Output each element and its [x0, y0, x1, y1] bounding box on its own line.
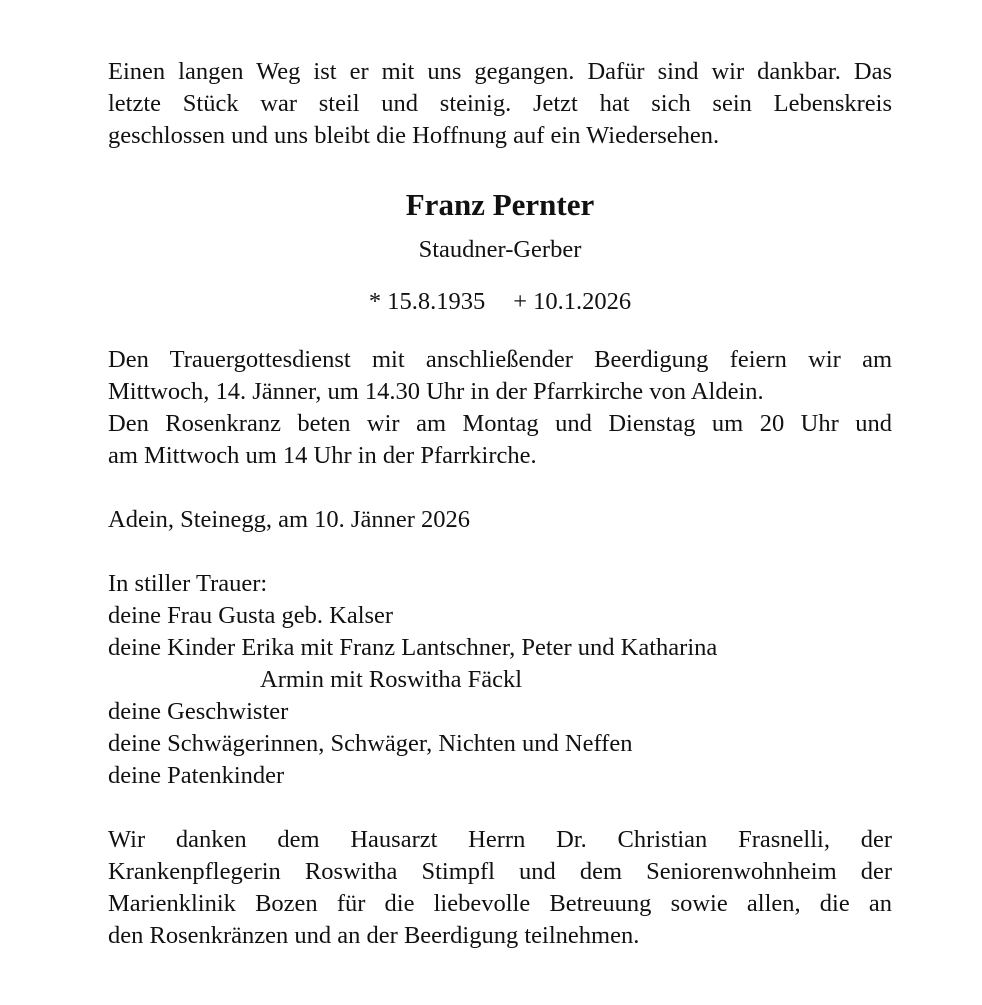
service-line: am Mittwoch um 14 Uhr in der Pfarrkirche. — [108, 442, 537, 469]
intro-paragraph — [108, 56, 892, 152]
thanks-line: Marienklinik Bozen für die liebevolle Betreuung sowie allen, die an — [108, 890, 892, 917]
place-and-date: Adein, Steinegg, am 10. Jänner 2026 — [108, 506, 470, 533]
death-date: + 10.1.2026 — [513, 288, 632, 315]
service-paragraph — [108, 344, 892, 472]
thanks-line: den Rosenkränzen und an der Beerdigung teilnehmen. — [108, 922, 640, 949]
mourner-line: deine Frau Gusta geb. Kalser — [108, 602, 394, 629]
mourner-line: deine Patenkinder — [108, 762, 285, 789]
mourners-list — [108, 568, 892, 792]
house-name: Staudner-Gerber — [418, 236, 582, 263]
mourner-line: deine Schwägerinnen, Schwäger, Nichten und Neffen — [108, 730, 633, 757]
intro-line: letzte Stück war steil und steinig. Jetzt hat sich sein Lebenskreis — [108, 90, 892, 117]
service-line: Mittwoch, 14. Jänner, um 14.30 Uhr in der Pfarrkirche von Aldein. — [108, 378, 764, 405]
service-line: Den Trauergottesdienst mit anschließender Beerdigung feiern wir am — [108, 346, 892, 373]
intro-line: Einen langen Weg ist er mit uns gegangen. Dafür sind wir dankbar. Das — [108, 58, 892, 85]
life-dates — [108, 286, 892, 318]
thanks-line: Wir danken dem Hausarzt Herrn Dr. Christian Frasnelli, der — [108, 826, 892, 853]
intro-line: geschlossen und uns bleibt die Hoffnung auf ein Wiedersehen. — [108, 122, 720, 149]
birth-date: * 15.8.1935 — [368, 288, 486, 315]
deceased-name: Franz Pernter — [405, 187, 595, 222]
service-line: Den Rosenkranz beten wir am Montag und Dienstag um 20 Uhr und — [108, 410, 892, 437]
mourner-line: deine Kinder Erika mit Franz Lantschner, Peter und Katharina — [108, 634, 718, 661]
mourners-heading: In stiller Trauer: — [108, 570, 268, 597]
obituary-notice — [108, 56, 892, 952]
thanks-line: Krankenpflegerin Roswitha Stimpfl und dem Seniorenwohnheim der — [108, 858, 892, 885]
mourner-line: Armin mit Roswitha Fäckl — [260, 666, 522, 693]
thanks-paragraph — [108, 824, 892, 952]
mourner-line: deine Geschwister — [108, 698, 289, 725]
